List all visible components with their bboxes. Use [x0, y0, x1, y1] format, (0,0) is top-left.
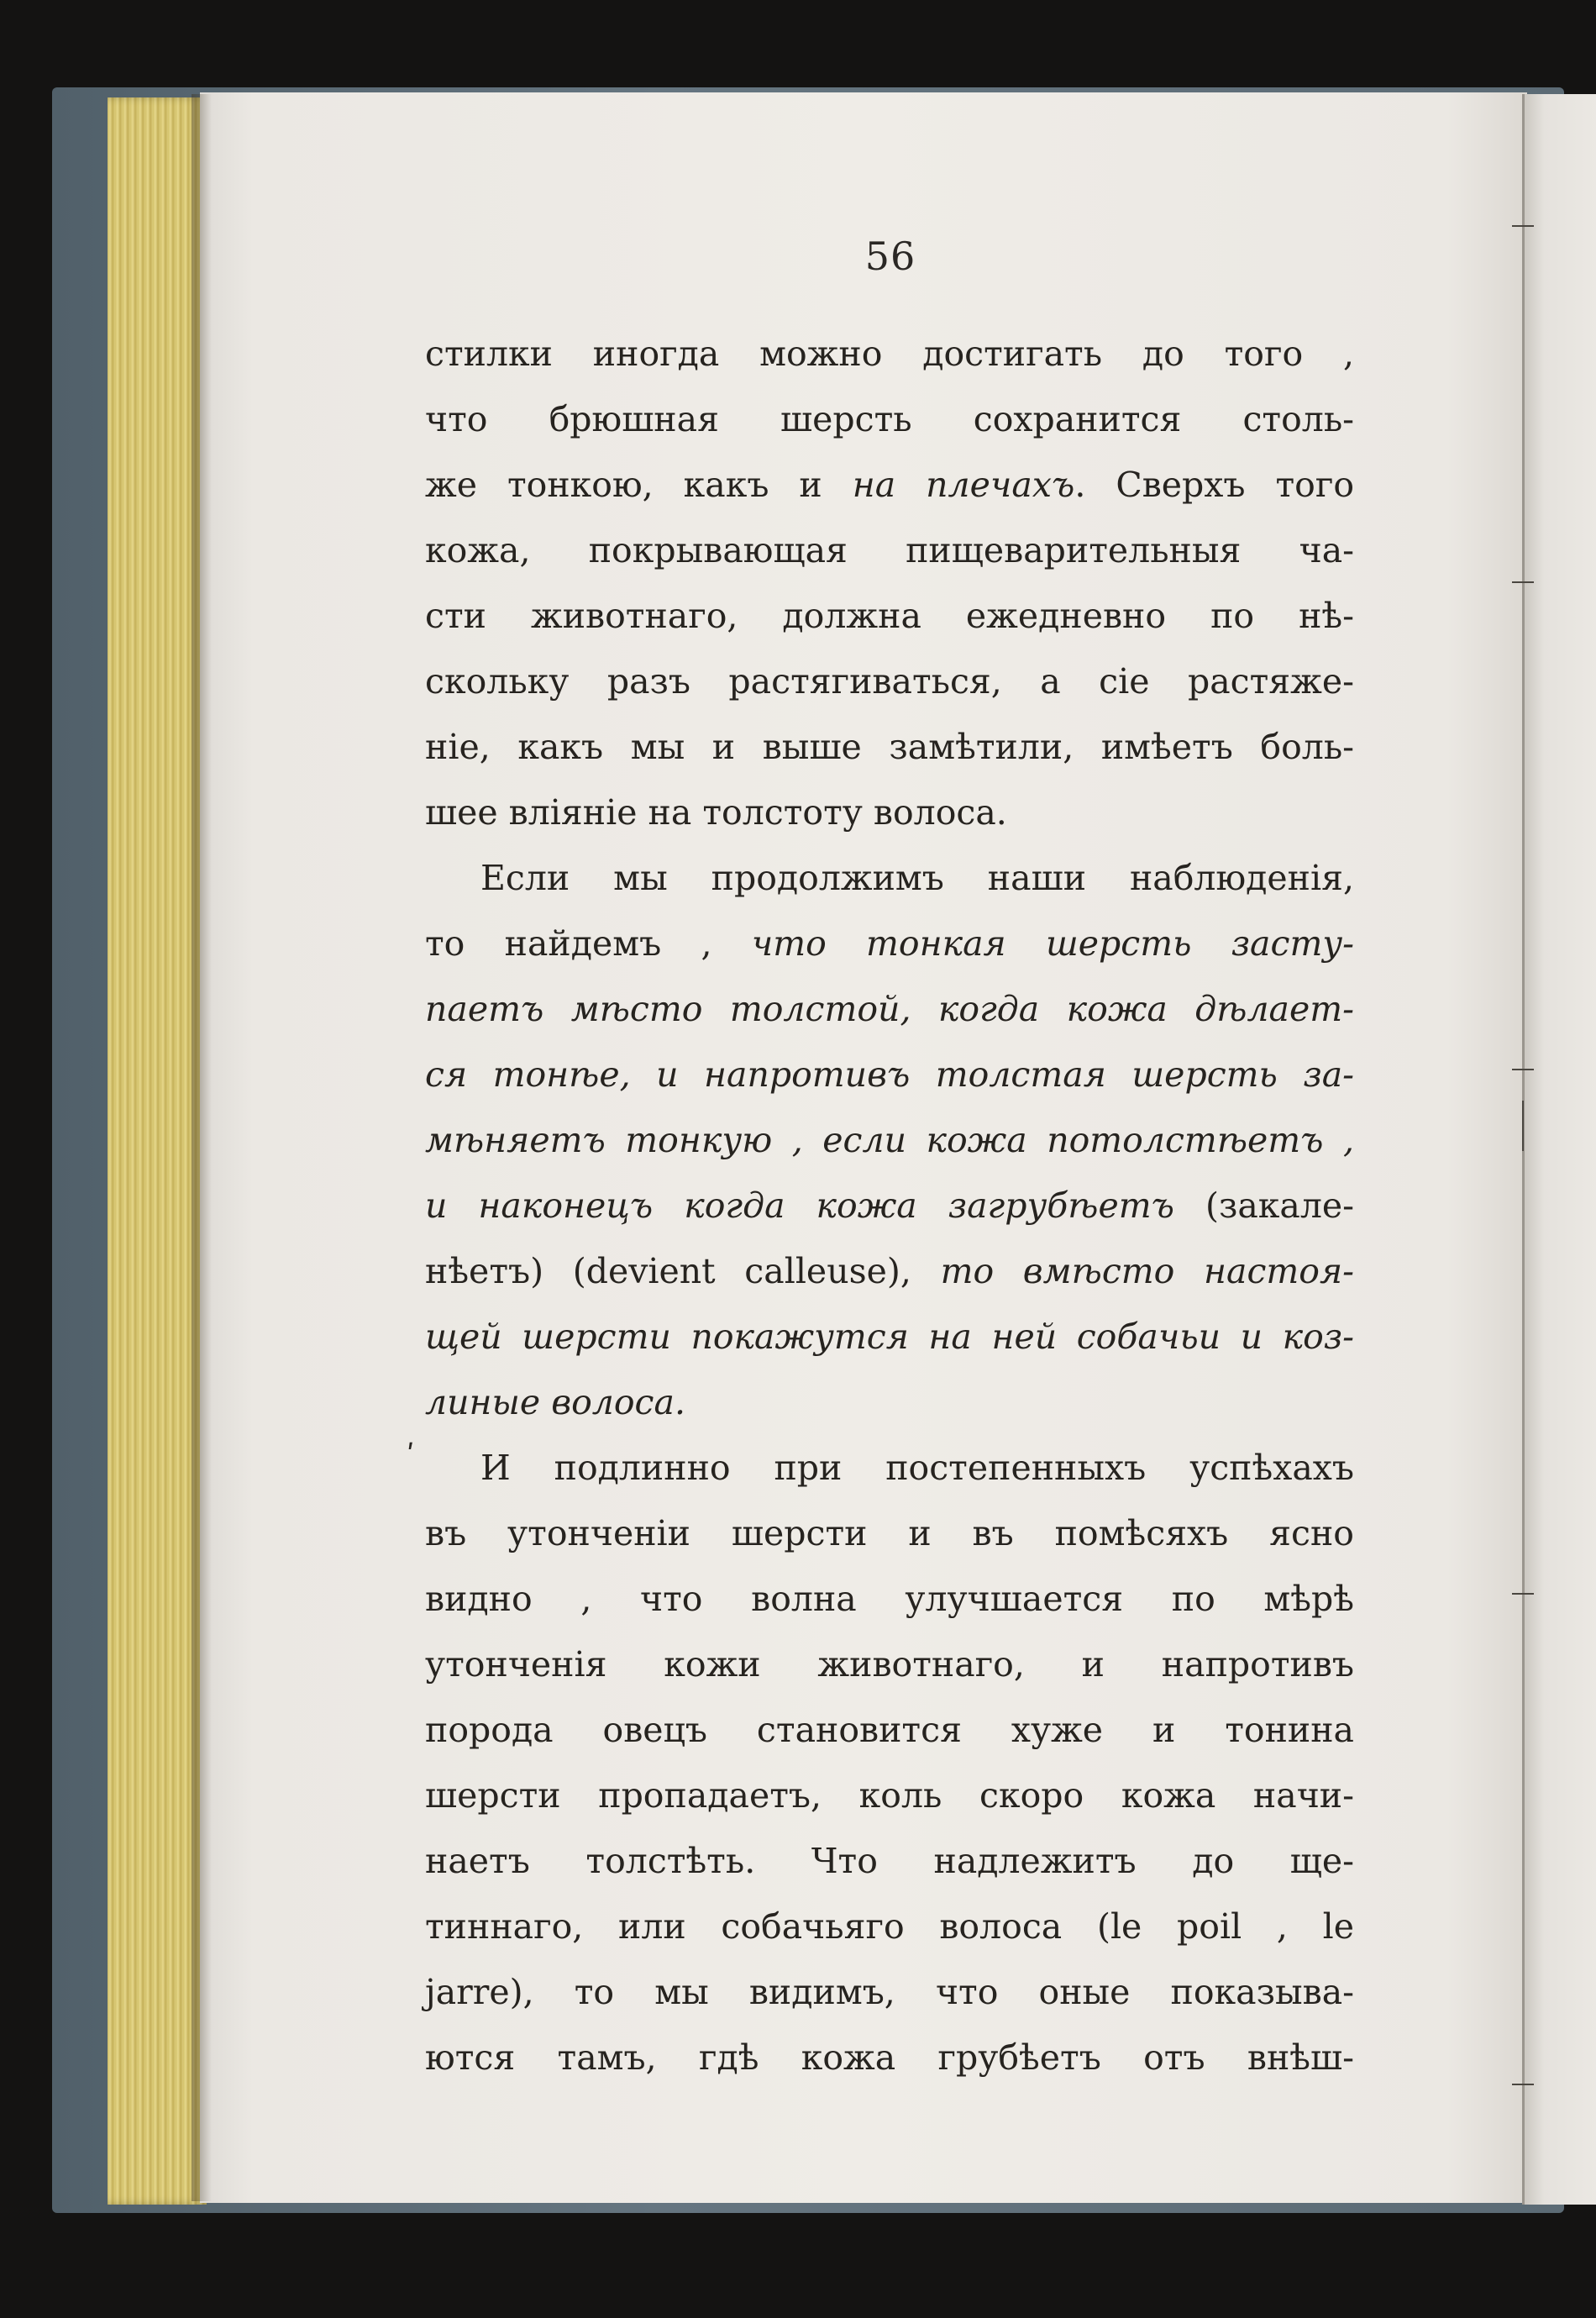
text-span: шее вліяніе на толстоту волоса. [425, 792, 1007, 833]
margin-tick [1512, 1069, 1534, 1070]
text-line [425, 649, 1354, 714]
text-line [425, 1697, 1354, 1763]
text-span: jarre), то мы видимъ, что оные показыва- [425, 1972, 1354, 2012]
text-span: . Сверхъ того [1074, 465, 1355, 505]
text-span: Если мы продолжимъ наши наблюденія, [480, 858, 1354, 898]
text-span: стилки иногда можно достигать до того , [425, 334, 1354, 374]
text-line [425, 1238, 1354, 1304]
text-line [425, 321, 1354, 386]
text-line [425, 1959, 1354, 2025]
text-span: скольку разъ растягиваться, а сіе растяже- [425, 661, 1354, 702]
text-span: же тонкою, какъ и [425, 465, 853, 505]
margin-tick [1512, 1593, 1534, 1595]
text-span: кожа, покрывающая пищеварительныя ча- [425, 530, 1354, 570]
text-line [425, 1894, 1354, 1959]
text-span: ются тамъ, гдѣ кожа грубѣетъ отъ внѣш- [425, 2037, 1354, 2078]
text-line [425, 976, 1354, 1042]
text-span: И подлинно при постепенныхъ успѣхахъ [480, 1448, 1354, 1488]
pencil-mark: ʹ [407, 1439, 415, 1473]
italic-text: ся тонѣе, и напротивъ толстая шерсть за- [425, 1054, 1354, 1095]
text-span: то найдемъ , [425, 923, 752, 964]
text-span: (закале- [1173, 1185, 1354, 1226]
margin-tick [1512, 2084, 1534, 2085]
page-shadow [192, 94, 212, 2201]
text-line [425, 1304, 1354, 1369]
italic-text: и наконецъ когда кожа загрубѣетъ [425, 1185, 1174, 1226]
text-line [425, 1632, 1354, 1697]
text-line [425, 1763, 1354, 1828]
text-line [425, 2025, 1354, 2090]
margin-tick [1522, 1101, 1524, 1151]
text-line [425, 1566, 1354, 1632]
margin-tick [1512, 225, 1534, 227]
text-span: порода овецъ становится хуже и тонина [425, 1710, 1354, 1750]
italic-text: что тонкая шерсть засту- [751, 923, 1354, 964]
text-line [425, 518, 1354, 583]
italic-text: щей шерсти покажутся на ней собачьи и коз- [425, 1317, 1354, 1357]
body-text [407, 321, 1355, 2090]
text-line [425, 1369, 1354, 1435]
text-span: нѣетъ) (devient calleuse), [425, 1251, 941, 1291]
text-line [425, 452, 1354, 518]
text-line [407, 1435, 1354, 1501]
text-line [425, 1828, 1354, 1894]
text-line [425, 714, 1354, 780]
page-number: 56 [864, 234, 916, 279]
italic-text: паетъ мѣсто толстой, когда кожа дѣлает- [425, 989, 1354, 1029]
text-line [425, 845, 1354, 911]
text-span: утонченія кожи животнаго, и напротивъ [425, 1644, 1354, 1685]
text-span: сти животнаго, должна ежедневно по нѣ- [425, 596, 1354, 636]
text-span: тиннаго, или собачьяго волоса (le poil , le [425, 1906, 1354, 1947]
text-span: шерсти пропадаетъ, коль скоро кожа начи- [425, 1775, 1354, 1816]
italic-text: мѣняетъ тонкую , если кожа потолстѣетъ , [425, 1120, 1354, 1160]
italic-text: линые волоса. [425, 1382, 685, 1422]
text-span: въ утонченіи шерсти и въ помѣсяхъ ясно [425, 1513, 1354, 1553]
text-line [425, 1107, 1354, 1173]
text-line [425, 1042, 1354, 1107]
text-span: что брюшная шерсть сохранится столь- [425, 399, 1354, 439]
italic-text: то вмѣсто настоя- [940, 1251, 1354, 1291]
text-span: ніе, какъ мы и выше замѣтили, имѣетъ боль- [425, 727, 1354, 767]
italic-text: на плечахъ [852, 465, 1075, 505]
facing-page-edge [1522, 94, 1596, 2205]
text-line [425, 386, 1354, 452]
text-span: видно , что волна улучшается по мѣрѣ [425, 1579, 1354, 1619]
text-line [425, 780, 1354, 845]
text-line [425, 1501, 1354, 1566]
text-span: наетъ толстѣть. Что надлежитъ до ще- [425, 1841, 1354, 1881]
text-line [425, 1173, 1354, 1238]
text-line [425, 911, 1354, 976]
text-line [425, 583, 1354, 649]
margin-tick [1512, 581, 1534, 583]
